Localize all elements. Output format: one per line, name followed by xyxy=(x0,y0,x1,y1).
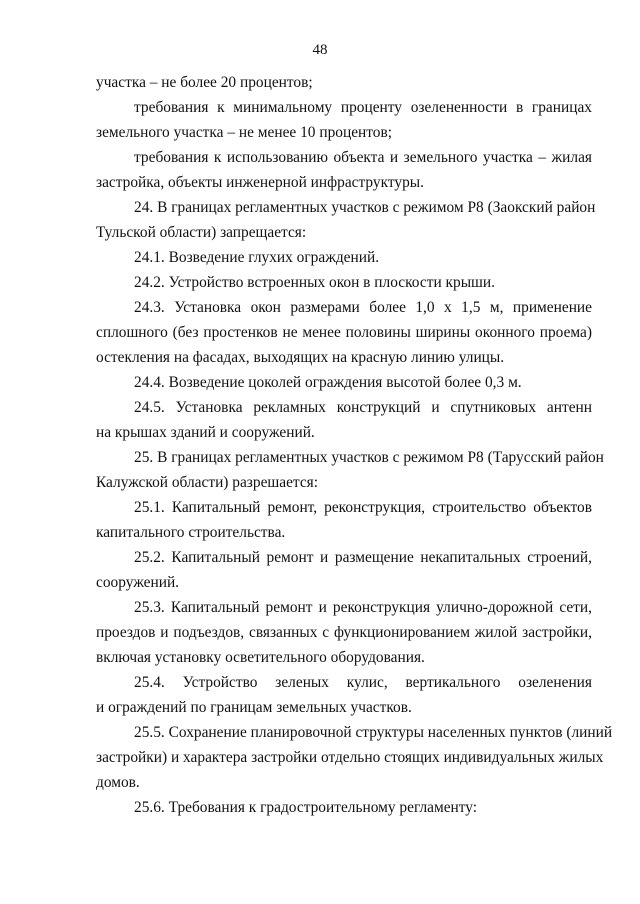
text-line: застройки) и характера застройки отдельно стоящих индивидуальных жилых xyxy=(96,749,604,766)
text-line: 24.4. Возведение цоколей ограждения высотой более 0,3 м. xyxy=(134,374,522,391)
text-line: 24.3. Установка окон размерами более 1,0 х 1,5 м, применение xyxy=(134,299,592,316)
text-line: требования к использованию объекта и земельного участка – жилая xyxy=(134,149,592,166)
paragraph xyxy=(96,495,592,545)
text-line: на крышах зданий и сооружений. xyxy=(96,424,315,441)
paragraph xyxy=(96,545,592,595)
paragraph xyxy=(96,595,592,670)
paragraph xyxy=(96,245,592,270)
text-line: требования к минимальному проценту озелененности в границах xyxy=(134,99,592,116)
text-line: 25.1. Капитальный ремонт, реконструкция, строительство объектов xyxy=(134,499,592,516)
text-line: 25.2. Капитальный ремонт и размещение некапитальных строений, xyxy=(134,549,592,566)
text-line: земельного участка – не менее 10 процентов; xyxy=(96,124,393,141)
paragraph xyxy=(96,95,592,145)
paragraph xyxy=(96,70,592,95)
text-line: 25. В границах регламентных участков с режимом Р8 (Тарусский район xyxy=(134,449,604,466)
paragraph xyxy=(96,195,596,245)
text-line: включая установку осветительного оборудования. xyxy=(96,649,425,666)
text-line: капитального строительства. xyxy=(96,524,286,541)
text-line: 24.5. Установка рекламных конструкций и спутниковых антенн xyxy=(134,399,592,416)
text-line: 25.3. Капитальный ремонт и реконструкция улично-дорожной сети, xyxy=(134,599,592,616)
paragraph xyxy=(96,670,592,720)
text-line: 24. В границах регламентных участков с режимом Р8 (Заокский район xyxy=(134,199,596,216)
page-number: 48 xyxy=(312,42,328,58)
text-line: 25.5. Сохранение планировочной структуры населенных пунктов (линий xyxy=(134,724,613,741)
text-line: домов. xyxy=(96,774,140,791)
text-line: сплошного (без простенков не менее половины ширины оконного проема) xyxy=(96,324,592,341)
text-line: 24.1. Возведение глухих ограждений. xyxy=(134,249,380,266)
text-line: остекления на фасадах, выходящих на красную линию улицы. xyxy=(96,349,505,366)
paragraph xyxy=(96,395,592,445)
paragraph xyxy=(96,720,613,795)
text-line: проездов и подъездов, связанных с функционированием жилой застройки, xyxy=(96,624,592,641)
text-line: сооружений. xyxy=(96,574,180,591)
paragraph xyxy=(96,145,592,195)
paragraph xyxy=(96,295,592,370)
text-line: 25.6. Требования к градостроительному регламенту: xyxy=(134,799,478,816)
paragraph xyxy=(96,445,604,495)
text-line: застройка, объекты инженерной инфраструктуры. xyxy=(96,174,424,191)
paragraph xyxy=(96,270,592,295)
paragraph xyxy=(96,795,592,820)
text-line: 25.4. Устройство зеленых кулис, вертикального озеленения xyxy=(134,674,592,691)
text-line: 24.2. Устройство встроенных окон в плоскости крыши. xyxy=(134,274,495,291)
text-line: участка – не более 20 процентов; xyxy=(96,74,313,91)
text-line: Тульской области) запрещается: xyxy=(96,224,307,241)
text-line: Калужской области) разрешается: xyxy=(96,474,319,491)
paragraph xyxy=(96,370,592,395)
text-line: и ограждений по границам земельных участков. xyxy=(96,699,412,716)
document-body xyxy=(96,70,613,820)
